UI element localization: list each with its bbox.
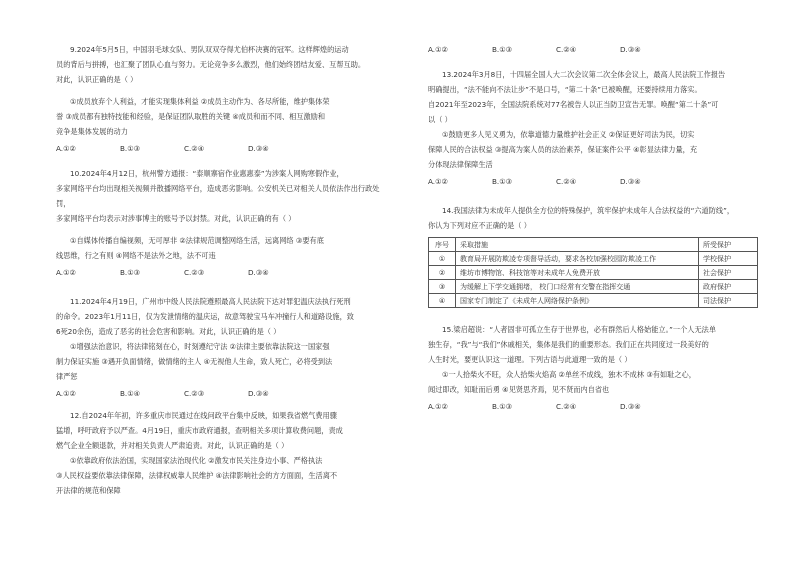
option-a[interactable]: A.①② bbox=[428, 45, 448, 54]
question-13 bbox=[428, 67, 758, 189]
question-text-line: 独生存，“我”与“我们”休戚相关，集体是我们的重要形态。我们正在共同度过一段美好的 bbox=[428, 340, 709, 349]
table-cell: 为缓解上下学交通拥堵， 校门口经常有交警在指挥交通 bbox=[456, 280, 699, 294]
statement-line: 保障人民的合法权益 ③提高为案人员的法治素养，保证案件公平 ④彰显法律力量，充 bbox=[428, 145, 698, 154]
question-text-line: 人生时光，要更认识这一道理。下列古语与此道理一致的是（ ） bbox=[428, 355, 632, 364]
protection-table bbox=[428, 237, 758, 308]
question-9 bbox=[56, 42, 386, 156]
table-cell: ② bbox=[429, 266, 456, 280]
statement-line: 律严惩 bbox=[56, 372, 78, 381]
question-text-line: 10.2024年4月12日，杭州警方通报：“泰顺寨宿作业惠惠泰”为涉案人网购寒假作业， bbox=[70, 169, 344, 178]
table-cell: 政府保护 bbox=[699, 280, 758, 294]
options-row-q12 bbox=[428, 42, 758, 57]
option-d[interactable]: D.③④ bbox=[620, 402, 641, 411]
table-cell: 国家专门制定了《未成年人网络保护条例》 bbox=[456, 294, 699, 308]
table-header-cell: 所受保护 bbox=[699, 238, 758, 252]
table-header-cell: 采取措施 bbox=[456, 238, 699, 252]
question-15 bbox=[428, 322, 758, 414]
statement-line: ①增强法治意识，将法律铭刻在心，时刻遵纪守法 ②法律主要依靠法院这一国家强 bbox=[70, 342, 330, 351]
option-b[interactable]: B.①③ bbox=[120, 144, 141, 153]
question-12 bbox=[56, 408, 386, 498]
statement-line: 竞争是集体发展的动力 bbox=[56, 127, 128, 136]
question-text-line: 6死20余伤，造成了恶劣的社会危害和影响。对此，认识正确的是（ ） bbox=[56, 327, 281, 336]
option-b[interactable]: B.①③ bbox=[492, 45, 513, 54]
option-b[interactable]: B.①③ bbox=[492, 402, 513, 411]
table-row bbox=[429, 280, 758, 294]
question-text-line: 9.2024年5月5日，中国羽毛球女队、男队双双夺得尤伯杯决赛的冠军。这样辉煌的运动 bbox=[70, 45, 349, 54]
option-a[interactable]: A.①② bbox=[428, 402, 448, 411]
question-14 bbox=[428, 203, 758, 308]
option-d[interactable]: D.③④ bbox=[248, 144, 269, 153]
statement-line: ①成员放弃个人利益，才能实现集体利益 ②成员主动作为、各尽所能，维护集体荣 bbox=[70, 97, 330, 106]
table-cell: ④ bbox=[429, 294, 456, 308]
statement-line: 闻过即改，知耻而后勇 ④见贤思齐焉，见不贤而内自省也 bbox=[428, 385, 610, 394]
options-row bbox=[428, 399, 758, 414]
statement-line: ①依靠政府依法治国，实现国家法治现代化 ②激发市民关注身边小事、严格执法 bbox=[70, 456, 323, 465]
option-c[interactable]: C.②④ bbox=[556, 177, 577, 186]
option-c[interactable]: C.②③ bbox=[184, 268, 205, 277]
option-c[interactable]: C.②④ bbox=[184, 144, 205, 153]
option-a[interactable]: A.①② bbox=[56, 389, 76, 398]
table-cell: 社会保护 bbox=[699, 266, 758, 280]
option-a[interactable]: A.①② bbox=[428, 177, 448, 186]
option-a[interactable]: A.①② bbox=[56, 268, 76, 277]
question-text-line: 12.自2024年年初，许多重庆市民通过在线问政平台集中反映，如果我省燃气费用骤 bbox=[70, 411, 337, 420]
question-text-line: 14.我国法律为未成年人提供全方位的特殊保护，筑牢保护未成年人合法权益的“六道防线”， bbox=[442, 206, 735, 215]
option-b[interactable]: B.①③ bbox=[492, 177, 513, 186]
table-header-cell: 序号 bbox=[429, 238, 456, 252]
question-text-line: 13.2024年3月8日，十四届全国人大二次会议第二次全体会议上，最高人民法院工作报告 bbox=[442, 70, 726, 79]
table-row bbox=[429, 252, 758, 266]
table-header-row bbox=[429, 238, 758, 252]
question-text-line: 的命令。2023年1月11日，仅为发泄情绪的温庆运，故意驾驶宝马车冲撞行人和道路设施，致 bbox=[56, 312, 354, 321]
question-text-line: 以（ ） bbox=[428, 115, 452, 124]
question-text-line: 员的背后与拼搏，也汇聚了团队心血与努力。无论竞争多么激烈，他们始终团结友爱、互帮互助。 bbox=[56, 60, 366, 69]
question-text-line: 你认为下列对应不正确的是（ ） bbox=[428, 221, 531, 230]
question-text-line: 明确提出，“法不能向不法让步”不是口号，“第二十条”已被唤醒，还要持续用力落实。 bbox=[428, 85, 702, 94]
right-column bbox=[428, 42, 758, 414]
question-text-line: 燃气企业全额退款，并对相关负责人严肃追责。对此，认识正确的是（ ） bbox=[56, 441, 289, 450]
option-c[interactable]: C.②④ bbox=[556, 45, 577, 54]
question-text-line: 多家网络平台均表示对涉事博主的账号予以封禁。对此，认识正确的有（ ） bbox=[56, 214, 296, 223]
table-cell: 学校保护 bbox=[699, 252, 758, 266]
statement-line: ①鼓励更多人见义勇为，依靠道德力量维护社会正义 ②保证更好司法为民，切实 bbox=[442, 130, 695, 139]
question-text-line: 自2021年至2023年，全国法院系统对77名被告人以正当防卫宣告无罪。唤醒“第二十条”可 bbox=[428, 100, 719, 109]
statement-line: ③人民权益要依靠法律保障，法律权威靠人民维护 ④法律影响社会的方方面面，生活离不 bbox=[56, 471, 338, 480]
option-c[interactable]: C.②③ bbox=[184, 389, 205, 398]
table-cell: ③ bbox=[429, 280, 456, 294]
question-text-line: 多家网络平台均出现相关视频并散播网络平台，造成恶劣影响。公安机关已对相关人员依法作出行政处罚， bbox=[56, 184, 380, 208]
statement-line: 誉 ③成员都有独特技能和经验，是保证团队取胜的关键 ④成员和而不同、相互激励和 bbox=[56, 112, 326, 121]
option-d[interactable]: D.③④ bbox=[248, 268, 269, 277]
question-11 bbox=[56, 294, 386, 401]
question-10 bbox=[56, 166, 386, 280]
table-row bbox=[429, 294, 758, 308]
statement-line: ①一人拾柴火不旺，众人拾柴火焰高 ②单丝不成线，独木不成林 ③有如耻之心， bbox=[442, 370, 696, 379]
options-row bbox=[56, 386, 386, 401]
option-d[interactable]: D.③④ bbox=[248, 389, 269, 398]
statement-line: 线思维，行之有则 ④网络不是法外之地，法不可违 bbox=[56, 251, 216, 260]
option-b[interactable]: B.①④ bbox=[120, 389, 141, 398]
statement-line: ①自媒体传播自编视频，无可厚非 ②法律规范调整网络生活，远离网络 ③要有底 bbox=[70, 236, 324, 245]
option-d[interactable]: D.③④ bbox=[620, 177, 641, 186]
question-text-line: 11.2024年4月19日，广州市中级人民法院遵照最高人民法院下达对罪犯温庆法执行死刑 bbox=[70, 297, 351, 306]
options-row bbox=[56, 265, 386, 280]
option-b[interactable]: B.①③ bbox=[120, 268, 141, 277]
statement-line: 制力保证实施 ③遇开负面情绪，做情绪的主人 ④无视他人生命，致人死亡，必将受到法 bbox=[56, 357, 333, 366]
question-text-line: 15.梁启超说：“人者固非可孤立生存于世界也，必有群然后人格始能立。”一个人无法单 bbox=[442, 325, 717, 334]
table-row bbox=[429, 266, 758, 280]
option-a[interactable]: A.①② bbox=[56, 144, 76, 153]
question-text-line: 猛增，呼吁政府予以严查。4月19日，重庆市政府通报，查明相关多项计算收费问题，责成 bbox=[56, 426, 343, 435]
table-cell: ① bbox=[429, 252, 456, 266]
options-row bbox=[56, 141, 386, 156]
table-cell: 维坊市博物馆、科技馆等对未成年人免费开放 bbox=[456, 266, 699, 280]
table-cell: 司法保护 bbox=[699, 294, 758, 308]
option-d[interactable]: D.③④ bbox=[620, 45, 641, 54]
option-c[interactable]: C.②④ bbox=[556, 402, 577, 411]
question-text-line: 对此，认识正确的是（ ） bbox=[56, 75, 138, 84]
table-cell: 教育局开展防欺凌专项督导活动，要求各校加强校园防欺凌工作 bbox=[456, 252, 699, 266]
statement-line: 分体现法律保障生活 bbox=[428, 160, 493, 169]
options-row bbox=[428, 174, 758, 189]
statement-line: 开法律的规范和保障 bbox=[56, 486, 121, 495]
left-column bbox=[56, 42, 386, 498]
